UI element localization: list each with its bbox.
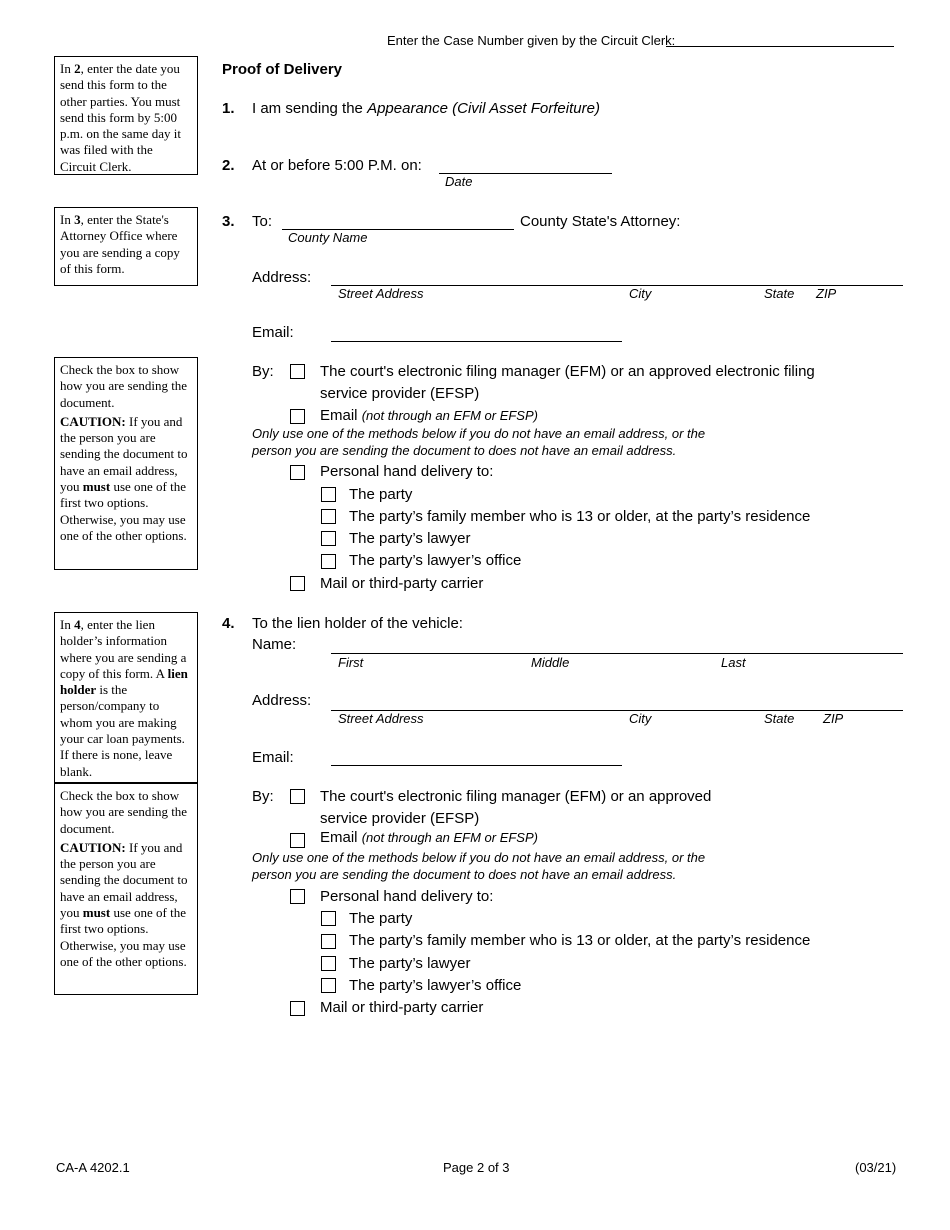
efm-option-3-line2: service provider (EFSP) <box>320 385 480 402</box>
case-number-label: Enter the Case Number given by the Circuit Clerk: <box>387 33 676 48</box>
form-id: CA-A 4202.1 <box>56 1160 130 1175</box>
efm-checkbox-4[interactable] <box>290 789 305 804</box>
hand-delivery-option-3: Personal hand delivery to: <box>320 463 494 480</box>
email-label-3: Email: <box>252 324 294 341</box>
county-name-sublabel: County Name <box>288 230 368 245</box>
lien-holder-name-field[interactable] <box>331 653 903 654</box>
lien-holder-heading: To the lien holder of the vehicle: <box>252 615 463 632</box>
lawyer-office-checkbox-3[interactable] <box>321 554 336 569</box>
section-4-number: 4. <box>222 615 235 632</box>
section-2-label: At or before 5:00 P.M. on: <box>252 157 422 174</box>
state-sublabel-4: State <box>764 711 795 726</box>
date-sublabel: Date <box>445 174 473 189</box>
last-sublabel: Last <box>721 655 746 670</box>
hand-delivery-checkbox-3[interactable] <box>290 465 305 480</box>
only-use-note-3b: person you are sending the document to does not have an email address. <box>252 443 677 458</box>
attorney-label: County State's Attorney: <box>520 213 681 230</box>
note-delivery-method-2: Check the box to show how you are sending the document. CAUTION: If you and the person you are sending the document to have an email address, you must use one of the first two options. Otherwise, you may use one of the other options. <box>54 783 198 995</box>
party-option-4: The party <box>349 910 413 927</box>
form-title: Proof of Delivery <box>222 61 343 78</box>
party-option-3: The party <box>349 486 413 503</box>
only-use-note-4b: person you are sending the document to does not have an email address. <box>252 867 677 882</box>
email-option-3: Email (not through an EFM or EFSP) <box>320 407 538 424</box>
mail-checkbox-4[interactable] <box>290 1001 305 1016</box>
note-section-4: In 4, enter the lien holder’s information where you are sending a copy of this form. A lien holder is the person/company to whom you are making your car loan payments. If there is none, leave blank. <box>54 612 198 783</box>
lawyer-office-option-4: The party’s lawyer’s office <box>349 977 522 994</box>
email-option-4: Email (not through an EFM or EFSP) <box>320 829 538 846</box>
hand-delivery-checkbox-4[interactable] <box>290 889 305 904</box>
efm-checkbox-3[interactable] <box>290 364 305 379</box>
zip-sublabel-3: ZIP <box>816 286 837 301</box>
lawyer-office-option-3: The party’s lawyer’s office <box>349 552 522 569</box>
efm-option-4-line2: service provider (EFSP) <box>320 810 480 827</box>
case-number-field[interactable] <box>666 46 894 47</box>
mail-option-3: Mail or third-party carrier <box>320 575 484 592</box>
party-checkbox-3[interactable] <box>321 487 336 502</box>
email-checkbox-4[interactable] <box>290 833 305 848</box>
state-sublabel-3: State <box>764 286 795 301</box>
city-sublabel-4: City <box>629 711 652 726</box>
hand-delivery-option-4: Personal hand delivery to: <box>320 888 494 905</box>
section-1-text: I am sending the Appearance (Civil Asset Forfeiture) <box>252 100 600 117</box>
efm-option-3-line1: The court's electronic filing manager (EFM) or an approved electronic filing <box>320 363 815 380</box>
lawyer-checkbox-3[interactable] <box>321 531 336 546</box>
first-sublabel: First <box>338 655 364 670</box>
form-revision-date: (03/21) <box>855 1160 897 1175</box>
email-checkbox-3[interactable] <box>290 409 305 424</box>
city-sublabel-3: City <box>629 286 652 301</box>
section-3-number: 3. <box>222 213 235 230</box>
email-label-4: Email: <box>252 749 294 766</box>
email-field-3[interactable] <box>331 341 622 342</box>
by-label-3: By: <box>252 363 274 380</box>
name-label-4: Name: <box>252 636 297 653</box>
zip-sublabel-4: ZIP <box>823 711 844 726</box>
family-option-4: The party’s family member who is 13 or older, at the party’s residence <box>349 932 811 949</box>
street-sublabel-4: Street Address <box>338 711 424 726</box>
email-field-4[interactable] <box>331 765 622 766</box>
to-label: To: <box>252 213 273 230</box>
section-1-number: 1. <box>222 100 235 117</box>
family-option-3: The party’s family member who is 13 or older, at the party’s residence <box>349 508 811 525</box>
note-delivery-method-1: Check the box to show how you are sending the document. CAUTION: If you and the person you are sending the document to have an email address, you must use one of the first two options. Otherwise, you may use one of the other options. <box>54 357 198 570</box>
efm-option-4-line1: The court's electronic filing manager (EFM) or an approved <box>320 788 712 805</box>
mail-option-4: Mail or third-party carrier <box>320 999 484 1016</box>
family-checkbox-4[interactable] <box>321 934 336 949</box>
lawyer-checkbox-4[interactable] <box>321 956 336 971</box>
only-use-note-4a: Only use one of the methods below if you do not have an email address, or the <box>252 850 706 865</box>
street-sublabel-3: Street Address <box>338 286 424 301</box>
party-checkbox-4[interactable] <box>321 911 336 926</box>
section-2-number: 2. <box>222 157 235 174</box>
note-section-2: In 2, enter the date you send this form to the other parties. You must send this form by 5:00 p.m. on the same day it was filed with the Circuit Clerk. <box>54 56 198 175</box>
address-label-3: Address: <box>252 269 312 286</box>
page-number: Page 2 of 3 <box>443 1160 510 1175</box>
address-label-4: Address: <box>252 692 312 709</box>
by-label-4: By: <box>252 788 274 805</box>
note-section-3: In 3, enter the State's Attorney Office where you are sending a copy of this form. <box>54 207 198 286</box>
lawyer-option-3: The party’s lawyer <box>349 530 471 547</box>
lawyer-office-checkbox-4[interactable] <box>321 978 336 993</box>
only-use-note-3a: Only use one of the methods below if you do not have an email address, or the <box>252 426 706 441</box>
family-checkbox-3[interactable] <box>321 509 336 524</box>
mail-checkbox-3[interactable] <box>290 576 305 591</box>
lawyer-option-4: The party’s lawyer <box>349 955 471 972</box>
middle-sublabel: Middle <box>531 655 570 670</box>
